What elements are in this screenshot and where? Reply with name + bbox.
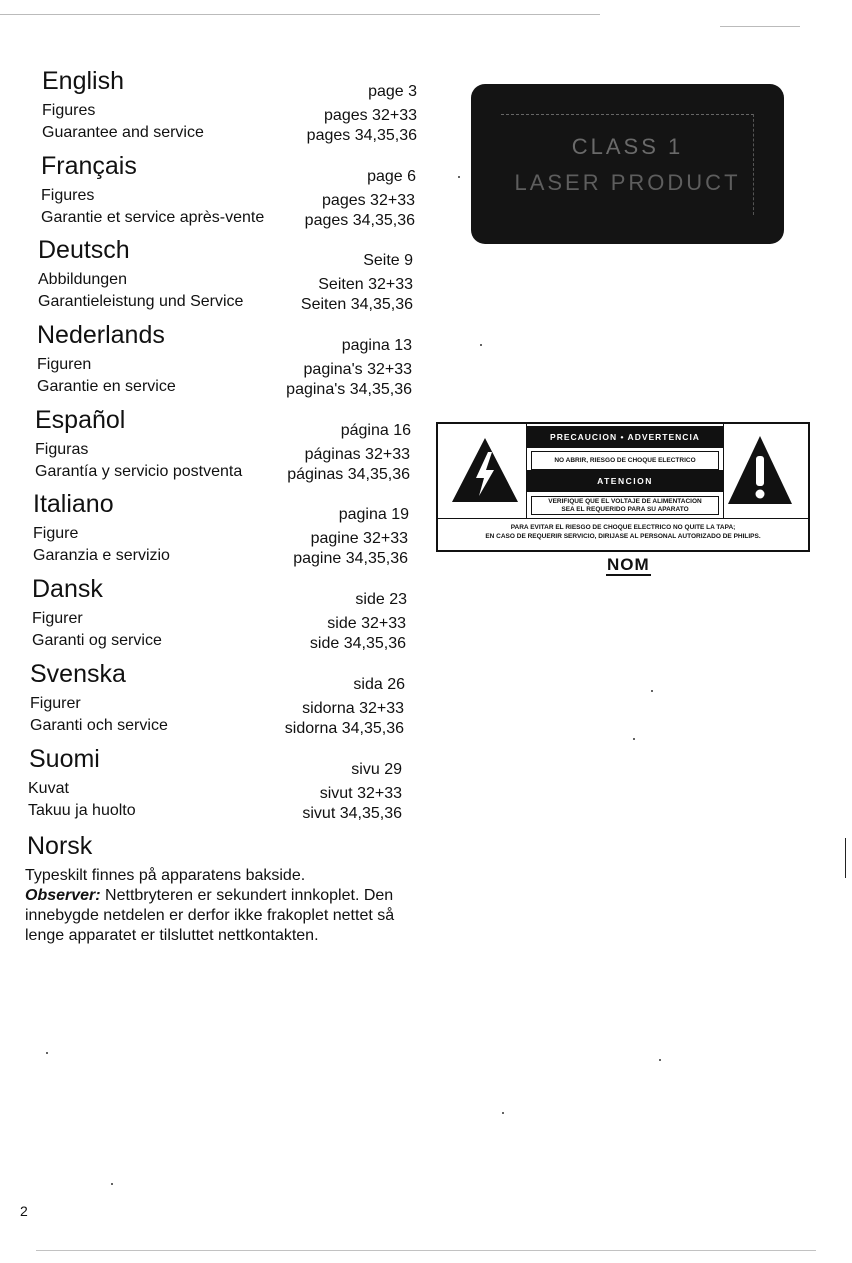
- language-heading: Suomi: [29, 744, 100, 773]
- speck: [111, 1183, 113, 1185]
- item-label: Figures: [41, 186, 95, 204]
- language-page: pagina 13: [341, 337, 412, 355]
- item-pages: side 32+33: [327, 615, 406, 633]
- speck: [46, 1052, 48, 1054]
- item-label: Garanti och service: [30, 716, 168, 734]
- section-suomi: [26, 744, 426, 829]
- language-heading: Deutsch: [38, 236, 130, 265]
- laser-product-text: LASER PRODUCT: [514, 170, 741, 195]
- item-pages: pages 32+33: [322, 191, 415, 209]
- item-label: Guarantee and service: [42, 124, 204, 141]
- language-heading: Italiano: [33, 490, 114, 519]
- item-label: Figure: [33, 525, 79, 543]
- item-pages: sivut 34,35,36: [302, 804, 402, 822]
- speck: [651, 690, 653, 692]
- item-pages: Seiten 34,35,36: [300, 296, 413, 314]
- language-page: side 23: [355, 591, 407, 609]
- observer-text: Nettbryteren er sekundert innkoplet. Den innebygde netdelen er derfor ikke frakoplet nettet så lenge apparatet er tilsluttet nettkontakten.: [25, 887, 395, 944]
- laser-product-label: [471, 84, 784, 244]
- norsk-line-1: Typeskilt finnes på apparatens bakside.: [25, 867, 306, 884]
- item-pages: sidorna 32+33: [302, 699, 404, 717]
- language-page: Seite 9: [363, 252, 413, 270]
- language-page: pagina 19: [338, 506, 409, 524]
- item-label: Garantía y servicio postventa: [35, 462, 243, 480]
- laser-label-frame: [501, 114, 754, 215]
- language-page: page 6: [367, 167, 416, 185]
- item-pages: pagina's 34,35,36: [286, 381, 412, 399]
- item-pages: Seiten 32+33: [318, 276, 413, 294]
- label-divider: [438, 518, 808, 519]
- item-pages: páginas 32+33: [304, 445, 410, 463]
- item-label: Kuvat: [28, 779, 69, 797]
- section-deutsch: [26, 235, 426, 320]
- service-warning-text: [440, 524, 806, 541]
- item-label: Garantie en service: [37, 378, 176, 396]
- item-label: Figures: [42, 102, 96, 119]
- nom-certification-mark: NOM: [607, 555, 650, 574]
- speck: [633, 738, 635, 740]
- item-pages: sivut 32+33: [319, 784, 402, 802]
- language-heading: Svenska: [30, 659, 126, 688]
- item-label: Garanzia e servizio: [33, 547, 170, 565]
- item-pages: pagine 34,35,36: [293, 550, 408, 568]
- warning-text-panel: [526, 424, 724, 518]
- speck: [502, 1112, 504, 1114]
- laser-class-text: CLASS 1: [571, 134, 684, 159]
- language-page: sida 26: [353, 675, 405, 693]
- language-page: página 16: [340, 421, 411, 439]
- item-label: Figuras: [35, 440, 89, 458]
- section-dansk: [26, 574, 426, 659]
- language-page: page 3: [368, 83, 417, 100]
- atencion-band: ATENCION: [527, 470, 723, 492]
- item-label: Figuren: [37, 356, 92, 374]
- service-line-2: EN CASO DE REQUERIR SERVICIO, DIRIJASE AL PERSONAL AUTORIZADO DE PHILIPS.: [485, 532, 761, 540]
- section-svenska: [26, 659, 426, 744]
- exclamation-warning-icon: [726, 434, 794, 506]
- item-label: Takuu ja huolto: [28, 801, 136, 819]
- scan-edge-top: [0, 14, 600, 15]
- item-pages: páginas 34,35,36: [287, 465, 410, 483]
- language-heading: Français: [41, 151, 137, 180]
- language-page: sivu 29: [351, 760, 402, 778]
- speck: [458, 176, 460, 178]
- scan-edge-bottom: [36, 1250, 816, 1251]
- section-francais: [26, 151, 426, 236]
- norsk-observer: [25, 886, 425, 946]
- precaucion-band: PRECAUCION • ADVERTENCIA: [527, 426, 723, 448]
- item-pages: pagine 32+33: [310, 530, 408, 548]
- section-italiano: [26, 489, 426, 574]
- service-line-1: PARA EVITAR EL RIESGO DE CHOQUE ELECTRICO NO QUITE LA TAPA;: [510, 524, 736, 531]
- item-pages: pages 34,35,36: [306, 127, 417, 144]
- scan-edge-right: [845, 838, 846, 878]
- voltage-line-1: VERIFIQUE QUE EL VOLTAJE DE ALIMENTACION: [548, 498, 702, 505]
- section-english: [26, 66, 426, 151]
- item-pages: pages 32+33: [324, 107, 417, 124]
- norsk-notice: [25, 866, 425, 946]
- language-heading: Nederlands: [37, 321, 165, 350]
- item-label: Figurer: [30, 694, 81, 712]
- item-label: Abbildungen: [38, 271, 127, 289]
- language-heading: Español: [35, 405, 126, 434]
- contents-list: [26, 66, 426, 828]
- item-pages: side 34,35,36: [309, 635, 406, 653]
- scan-edge-top-right: [720, 26, 800, 27]
- speck: [659, 1059, 661, 1061]
- shock-warning-label: [436, 422, 810, 552]
- item-pages: sidorna 34,35,36: [284, 719, 404, 737]
- language-heading: English: [42, 67, 124, 95]
- section-espanol: [26, 405, 426, 490]
- item-label: Garanti og service: [32, 632, 162, 650]
- page-number: 2: [20, 1203, 28, 1219]
- voltage-notice-box: [531, 496, 719, 515]
- item-pages: pages 34,35,36: [304, 211, 415, 229]
- item-label: Garantie et service après-vente: [41, 208, 265, 226]
- item-label: Garantieleistung und Service: [38, 293, 244, 311]
- no-abrir-box: NO ABRIR, RIESGO DE CHOQUE ELECTRICO: [531, 451, 719, 470]
- language-heading-norsk: Norsk: [27, 832, 93, 860]
- item-pages: pagina's 32+33: [303, 361, 412, 379]
- lightning-warning-icon: [450, 436, 520, 504]
- language-heading: Dansk: [32, 575, 103, 604]
- observer-label: Observer:: [25, 887, 101, 904]
- voltage-line-2: SEA EL REQUERIDO PARA SU APARATO: [561, 506, 689, 513]
- item-label: Figurer: [32, 610, 83, 628]
- speck: [480, 344, 482, 346]
- section-nederlands: [26, 320, 426, 405]
